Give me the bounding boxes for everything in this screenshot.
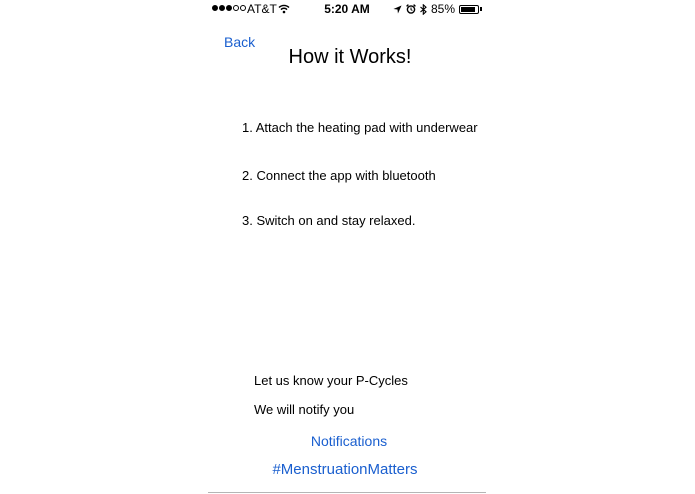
step-2: 2. Connect the app with bluetooth <box>242 168 436 183</box>
status-bar <box>208 0 486 20</box>
page-title: How it Works! <box>288 46 412 68</box>
hashtag-link[interactable]: #MenstruationMatters <box>272 461 418 478</box>
carrier-label: AT&T <box>247 2 277 16</box>
location-arrow-icon <box>393 5 402 14</box>
step-1: 1. Attach the heating pad with underwear <box>242 120 478 135</box>
battery-icon <box>459 5 479 14</box>
bluetooth-icon <box>420 4 427 15</box>
notify-text: We will notify you <box>254 402 355 417</box>
alarm-clock-icon <box>406 4 416 14</box>
notifications-button[interactable]: Notifications <box>310 433 388 449</box>
battery-tip <box>480 7 482 11</box>
step-3: 3. Switch on and stay relaxed. <box>242 213 416 228</box>
status-right <box>393 2 482 16</box>
cycle-prompt: Let us know your P-Cycles <box>254 373 408 388</box>
back-button[interactable]: Back <box>224 34 256 50</box>
app-screen <box>208 0 486 494</box>
battery-fill <box>461 7 475 12</box>
bottom-divider <box>208 492 486 493</box>
battery-percent: 85% <box>430 2 455 16</box>
status-time: 5:20 AM <box>324 2 370 16</box>
